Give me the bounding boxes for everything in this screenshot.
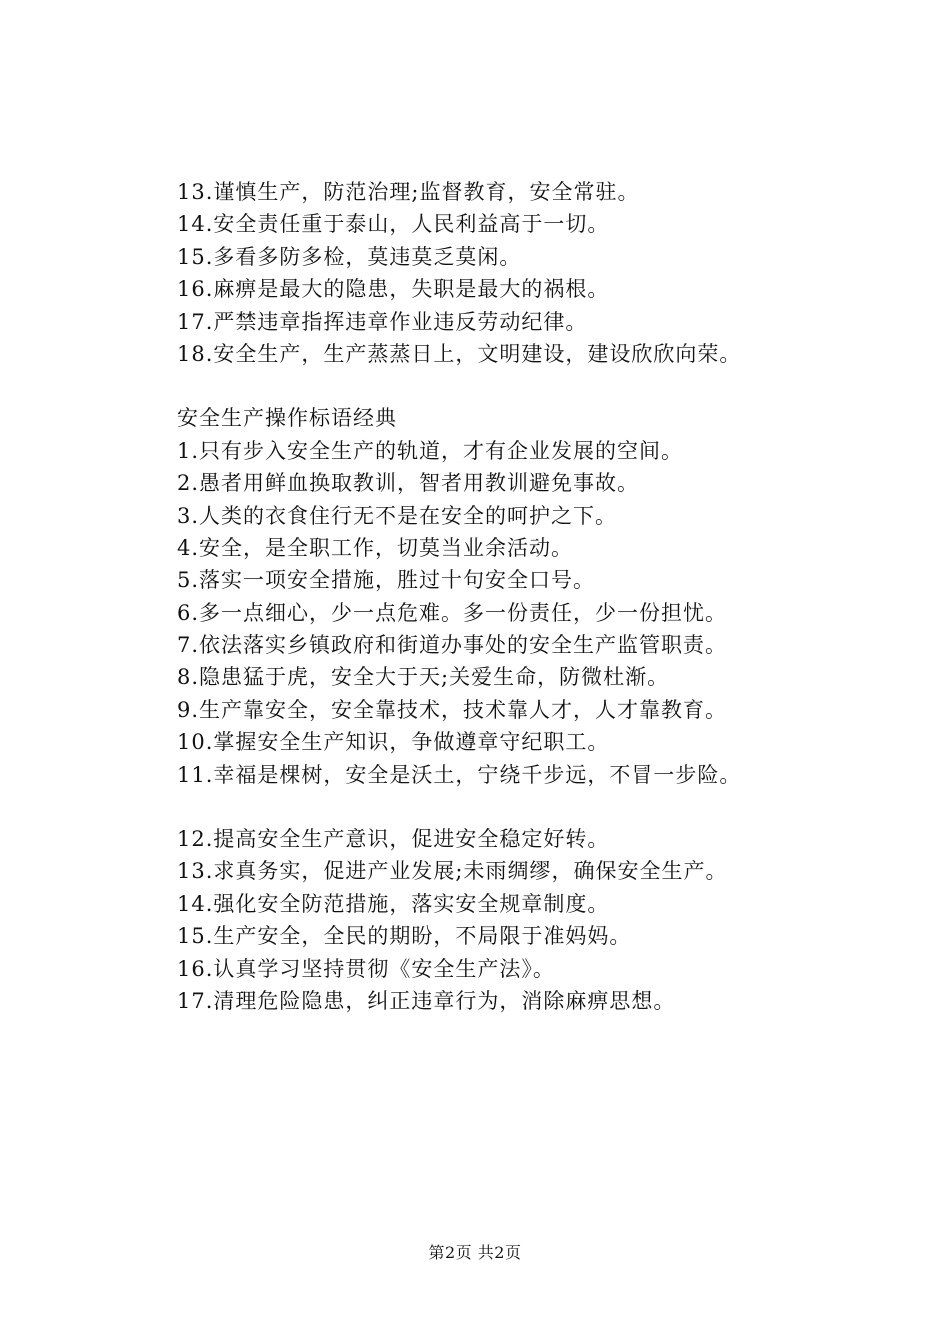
slogan-item: 10.掌握安全生产知识，争做遵章守纪职工。	[177, 730, 610, 755]
section-heading: 安全生产操作标语经典	[177, 406, 397, 431]
slogan-item: 16.麻痹是最大的隐患，失职是最大的祸根。	[177, 277, 610, 302]
slogan-list-more	[177, 823, 897, 1017]
slogan-section-operations	[177, 402, 897, 791]
slogan-item: 2.愚者用鲜血换取教训，智者用教训避免事故。	[177, 471, 640, 496]
slogan-item: 3.人类的衣食住行无不是在安全的呵护之下。	[177, 503, 618, 528]
slogan-item: 14.安全责任重于泰山，人民利益高于一切。	[177, 212, 610, 237]
slogan-item: 15.生产安全，全民的期盼，不局限于准妈妈。	[177, 924, 632, 949]
slogan-item: 17.清理危险隐患，纠正违章行为，消除麻痹思想。	[177, 988, 676, 1013]
slogan-item: 4.安全，是全职工作，切莫当业余活动。	[177, 535, 574, 560]
slogan-item: 16.认真学习坚持贯彻《安全生产法》。	[177, 956, 555, 981]
slogan-item: 14.强化安全防范措施，落实安全规章制度。	[177, 891, 610, 916]
page-number-footer: 第2页 共2页	[428, 1243, 522, 1262]
slogan-item: 8.隐患猛于虎，安全大于天;关爱生命，防微杜渐。	[177, 665, 670, 690]
slogan-item: 13.谨慎生产，防范治理;监督教育，安全常驻。	[177, 180, 640, 204]
slogan-item: 7.依法落实乡镇政府和街道办事处的安全生产监管职责。	[177, 633, 728, 658]
slogan-item: 18.安全生产，生产蒸蒸日上，文明建设，建设欣欣向荣。	[177, 341, 742, 366]
slogan-item: 11.幸福是棵树，安全是沃土，宁绕千步远，不冒一步险。	[177, 762, 742, 787]
slogan-item: 6.多一点细心，少一点危难。多一份责任，少一份担忧。	[177, 600, 728, 625]
slogan-item: 15.多看多防多检，莫违莫乏莫闲。	[177, 244, 522, 269]
paragraph-gap	[177, 791, 897, 823]
slogan-item: 13.求真务实，促进产业发展;未雨绸缪，确保安全生产。	[177, 859, 728, 884]
slogan-item: 5.落实一项安全措施，胜过十句安全口号。	[177, 568, 596, 593]
slogan-item: 9.生产靠安全，安全靠技术，技术靠人才，人才靠教育。	[177, 697, 728, 722]
slogan-list-continued	[177, 176, 897, 370]
slogan-item: 1.只有步入安全生产的轨道，才有企业发展的空间。	[177, 438, 684, 463]
slogan-item: 17.严禁违章指挥违章作业违反劳动纪律。	[177, 309, 588, 334]
paragraph-gap	[177, 370, 897, 402]
slogan-item: 12.提高安全生产意识，促进安全稳定好转。	[177, 827, 610, 852]
document-body	[177, 176, 897, 1017]
